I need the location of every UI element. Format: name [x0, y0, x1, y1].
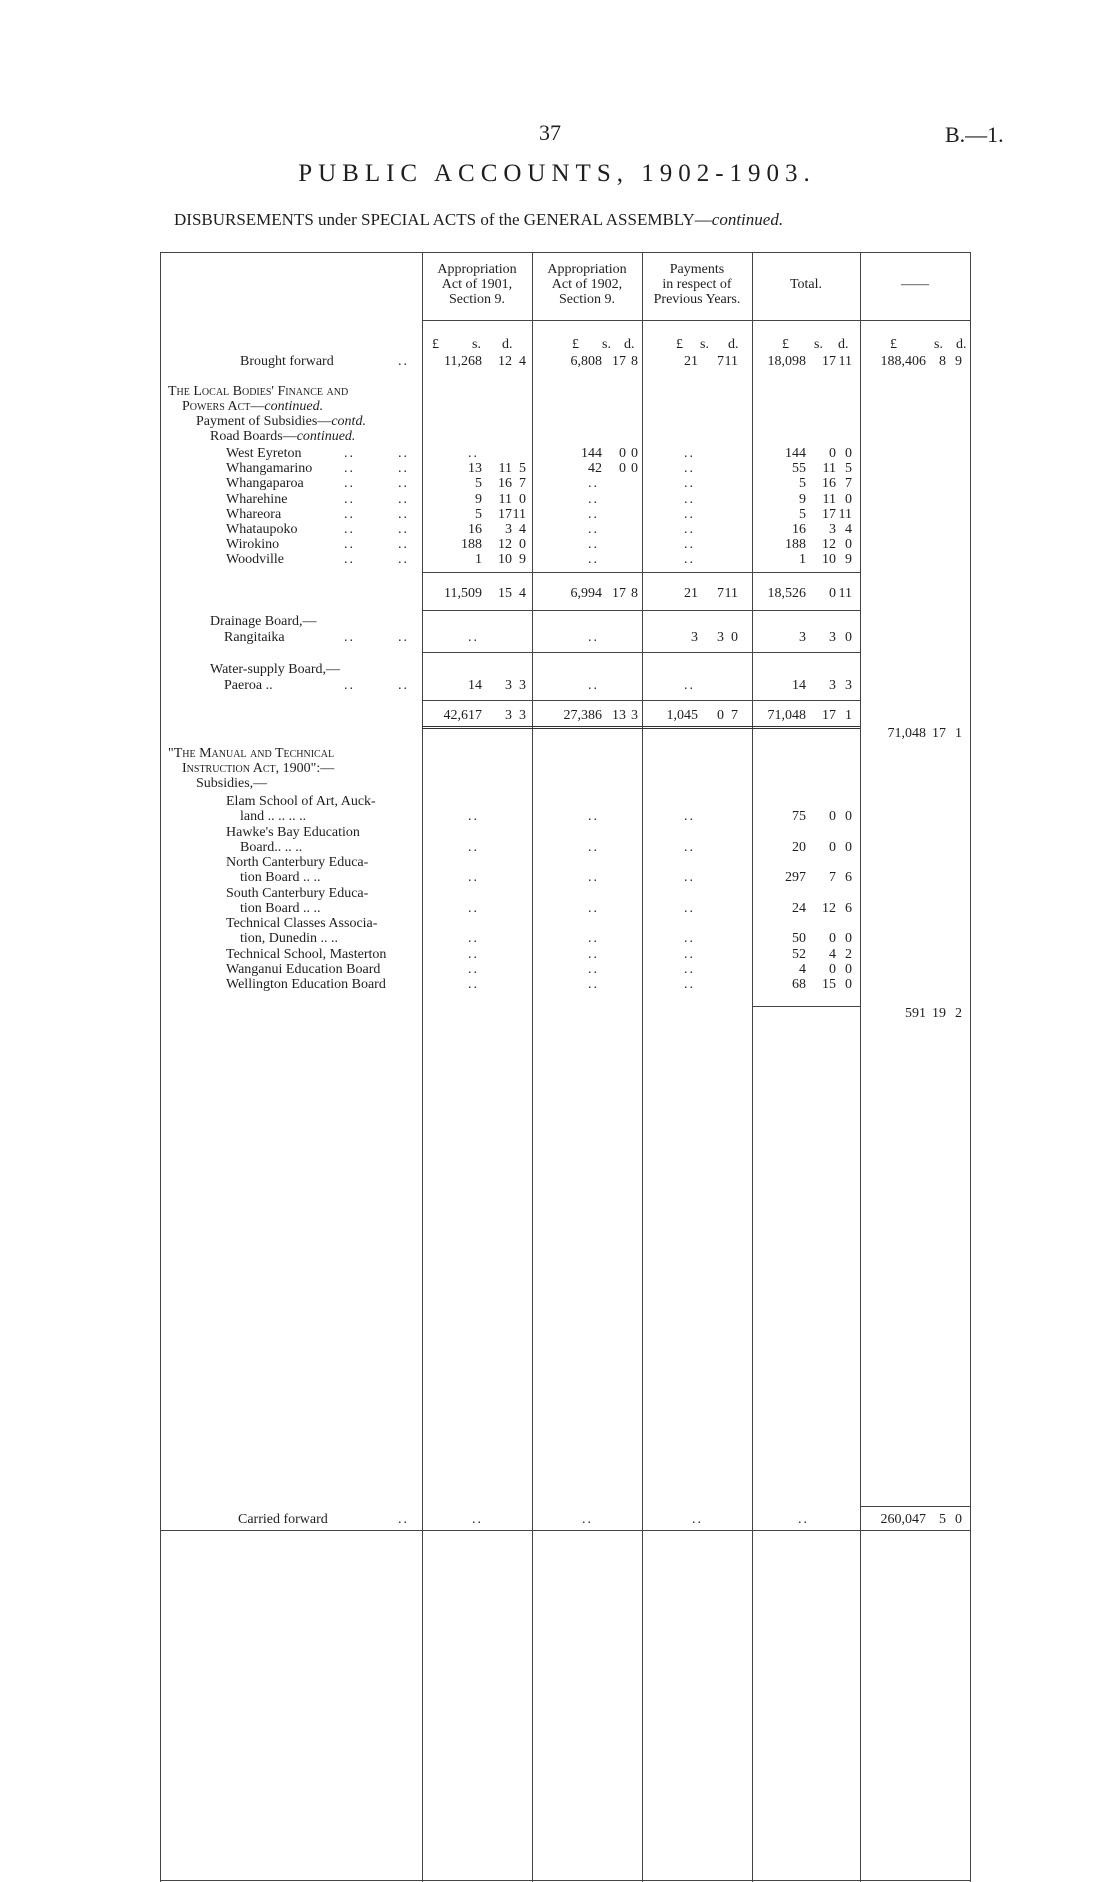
shillings-sign: s. — [700, 337, 709, 352]
subtitle-main: DISBURSEMENTS under SPECIAL ACTS of the GENERAL ASSEMBLY— — [174, 210, 712, 229]
manual-row-c3-empty: .. — [684, 839, 695, 855]
col3-line1: Payments — [669, 262, 725, 277]
leader-dots: .. — [344, 522, 355, 537]
local-bodies-total-c4-pence: 1 — [845, 708, 852, 723]
local-bodies-total-c3-shillings: 0 — [717, 708, 724, 723]
local-bodies-total-c1-pounds: 42,617 — [443, 708, 482, 723]
leader-dots: .. — [398, 1512, 409, 1527]
road-row-c3-empty: .. — [684, 461, 695, 477]
manual-row-c3-empty: .. — [684, 870, 695, 885]
road-row-c1-pence: 0 — [519, 491, 526, 507]
manual-row-c4-shillings: 4 — [829, 946, 836, 962]
manual-row-c4-pence: 6 — [845, 900, 852, 916]
manual-row-c1-empty: .. — [468, 946, 479, 962]
col1-line2: Act of 1901, — [441, 277, 513, 292]
local-bodies-heading — [168, 384, 366, 444]
manual-subsidies: Subsidies,— — [196, 776, 268, 791]
col5-rule — [860, 252, 861, 1882]
manual-row-c1-empty: .. — [468, 870, 479, 885]
road-board-name: Wharehine — [226, 491, 288, 507]
col-header-1902 — [532, 262, 642, 307]
manual-row-c3-empty: .. — [684, 976, 695, 992]
road-row-c1-pence: 5 — [519, 461, 526, 477]
local-bodies-heading-line1: The Local Bodies' Finance and — [168, 384, 349, 399]
manual-row-c4-pounds: 75 — [792, 809, 806, 824]
manual-row-c4-pence: 2 — [845, 946, 852, 962]
subtotal-c4-pence: 11 — [838, 586, 852, 601]
local-bodies-carry-shillings: 17 — [932, 726, 946, 741]
heading2-text: Powers Act— — [182, 399, 265, 414]
manual-row-name: South Canterbury Educa- — [226, 885, 369, 901]
road-row-c1-shillings: 17 — [498, 506, 512, 522]
drainage-c1-empty: .. — [468, 630, 479, 645]
leader-dots: .. — [398, 476, 409, 492]
carried-forward-label: Carried forward — [238, 1512, 328, 1527]
carried-forward-total-pence: 0 — [955, 1512, 962, 1527]
water-c4-pounds: 14 — [792, 678, 806, 693]
pence-sign: d. — [728, 337, 739, 352]
road-row-c4-pounds: 5 — [799, 476, 806, 492]
road-row-c1-shillings: 16 — [498, 476, 512, 492]
road-row-c1-pence: 0 — [519, 537, 526, 553]
brought-forward-c2-pence: 8 — [631, 354, 638, 369]
manual-carry-pounds: 591 — [905, 1006, 926, 1021]
manual-row-c3-empty: .. — [684, 946, 695, 962]
manual-row-c4-pounds: 52 — [792, 946, 806, 962]
pence-sign: d. — [838, 337, 849, 352]
manual-row-c4-pounds: 68 — [792, 976, 806, 992]
leader-dots: .. — [472, 1512, 483, 1527]
leader-dots: .. — [398, 537, 409, 553]
leader-dots: .. — [798, 1512, 809, 1527]
pence-sign: d. — [502, 337, 513, 352]
table-left-rule — [160, 252, 161, 1882]
local-bodies-heading-line2 — [168, 399, 366, 414]
road-row-c2-pounds: 144 — [581, 446, 602, 461]
manual-row-name: Technical Classes Associa- — [226, 916, 378, 931]
subtotal-c4-shillings: 0 — [829, 586, 836, 601]
road-row-c1-pounds: 188 — [461, 537, 482, 553]
water-rule — [422, 700, 860, 701]
road-row-c1-pence: 11 — [512, 506, 526, 522]
total-double-rule — [422, 726, 860, 729]
road-row-c4-pence: 9 — [845, 552, 852, 568]
leader-dots: .. — [344, 678, 355, 693]
pence-sign: d. — [624, 337, 635, 352]
road-row-c3-empty: .. — [684, 552, 695, 568]
road-row-c1-pounds: 13 — [468, 461, 482, 477]
manual-heading-line1: "The Manual and Technical — [168, 746, 335, 761]
manual-row-c2-empty: .. — [588, 809, 599, 824]
leader-dots: .. — [398, 630, 409, 645]
brought-forward-c1-shillings: 12 — [498, 354, 512, 369]
brought-forward-c3-pence: 11 — [724, 354, 738, 369]
water-label: Water-supply Board,— — [210, 662, 341, 677]
heading2-italic: continued. — [264, 399, 324, 414]
road-row-c2-pence: 0 — [631, 446, 638, 461]
road-row-c2-pence: 0 — [631, 461, 638, 477]
shillings-sign: s. — [602, 337, 611, 352]
road-row-c2-empty: .. — [588, 506, 599, 522]
brought-forward-c1-pence: 4 — [519, 354, 526, 369]
leader-dots: .. — [344, 630, 355, 645]
brought-forward-c4-pence: 11 — [838, 354, 852, 369]
subtotal-c1-pence: 4 — [519, 586, 526, 601]
road-row-c1-pounds: 5 — [475, 506, 482, 522]
local-bodies-total-c2-pounds: 27,386 — [563, 708, 602, 723]
manual-row-c4-pounds: 20 — [792, 839, 806, 855]
page-number: 37 — [539, 120, 561, 145]
col2-line3: Section 9. — [559, 292, 615, 307]
carried-bottom-rule — [160, 1530, 970, 1531]
col-header-total: Total. — [789, 277, 823, 292]
manual-row-c2-empty: .. — [588, 839, 599, 855]
local-bodies-total-c4-pounds: 71,048 — [767, 708, 806, 723]
local-bodies-total-c4-shillings: 17 — [822, 708, 836, 723]
manual-row-c3-empty: .. — [684, 809, 695, 824]
manual-row-c1-empty: .. — [468, 900, 479, 916]
road-row-c4-pounds: 5 — [799, 506, 806, 522]
road-row-c3-empty: .. — [684, 491, 695, 507]
water-c1-shillings: 3 — [505, 678, 512, 693]
road-row-c4-pounds: 55 — [792, 461, 806, 477]
manual-row-c4-shillings: 0 — [829, 839, 836, 855]
manual-row-c4-pounds: 24 — [792, 900, 806, 916]
manual-row-c4-pounds: 297 — [785, 870, 806, 885]
manual-row-c2-empty: .. — [588, 946, 599, 962]
payment-of-subsidies — [168, 414, 366, 429]
subtotal-c2-shillings: 17 — [612, 586, 626, 601]
road-row-c4-pounds: 1 — [799, 552, 806, 568]
brought-forward-c5-pounds: 188,406 — [880, 354, 926, 369]
road-row-c2-empty: .. — [588, 476, 599, 492]
road-row-c4-shillings: 17 — [822, 506, 836, 522]
road-board-name: Whangaparoa — [226, 476, 304, 492]
manual-carry-shillings: 19 — [932, 1006, 946, 1021]
carried-forward-total-shillings: 5 — [939, 1512, 946, 1527]
manual-row-c4-shillings: 0 — [829, 931, 836, 946]
road-row-c1-pounds: 9 — [475, 491, 482, 507]
page-reference: B.—1. — [945, 122, 1004, 147]
leader-dots: .. — [344, 491, 355, 507]
road-row-c2-empty: .. — [588, 537, 599, 553]
drainage-c3-pence: 0 — [731, 630, 738, 645]
col-header-1901 — [422, 262, 532, 307]
road-row-c4-shillings: 11 — [822, 491, 836, 507]
road-row-c4-pence: 11 — [838, 506, 852, 522]
leader-dots: .. — [398, 354, 409, 369]
manual-row-c4-shillings: 15 — [822, 976, 836, 992]
subtotal-c3-pounds: 21 — [684, 586, 698, 601]
road-row-c1-shillings: 10 — [498, 552, 512, 568]
road-row-c3-empty: .. — [684, 537, 695, 553]
manual-row-c4-pence: 0 — [845, 809, 852, 824]
road-row-c1-pence: 9 — [519, 552, 526, 568]
col3-line2: in respect of — [662, 277, 732, 292]
road-row-c3-empty: .. — [684, 476, 695, 492]
subtotal-c3-pence: 11 — [724, 586, 738, 601]
col-header-previous — [642, 262, 752, 307]
manual-row-c3-empty: .. — [684, 961, 695, 977]
drainage-c4-pence: 0 — [845, 630, 852, 645]
subtitle-italic: continued. — [711, 210, 784, 229]
road-row-c4-pence: 5 — [845, 461, 852, 477]
manual-row-c1-empty: .. — [468, 976, 479, 992]
carried-forward-total-pounds: 260,047 — [880, 1512, 926, 1527]
manual-row-c2-empty: .. — [588, 870, 599, 885]
road-row-c2-pounds: 42 — [588, 461, 602, 477]
road-row-c4-pence: 0 — [845, 446, 852, 461]
manual-row-c2-empty: .. — [588, 976, 599, 992]
shillings-sign: s. — [472, 337, 481, 352]
manual-row-name-cont: tion Board .. .. — [240, 900, 321, 916]
road-row-c2-empty: .. — [588, 552, 599, 568]
road-row-c1-empty: .. — [468, 446, 479, 461]
road-row-c1-pounds: 16 — [468, 522, 482, 537]
road-boards-heading — [168, 429, 366, 444]
page-subtitle — [174, 210, 783, 230]
local-bodies-total-c1-pence: 3 — [519, 708, 526, 723]
leader-dots: .. — [344, 537, 355, 553]
header-rule — [422, 320, 970, 321]
col1-line3: Section 9. — [449, 292, 505, 307]
manual-row-name-cont: Board.. .. .. — [240, 839, 303, 855]
manual-row-name: Technical School, Masterton — [226, 946, 387, 962]
table-bottom-rule — [160, 1880, 970, 1881]
carried-rule — [860, 1506, 970, 1507]
subtotal-c2-pence: 8 — [631, 586, 638, 601]
road-row-c1-shillings: 11 — [498, 491, 512, 507]
local-bodies-total-c2-pence: 3 — [631, 708, 638, 723]
manual-heading — [168, 746, 334, 791]
drainage-label: Drainage Board,— — [210, 614, 317, 629]
road-row-c1-pence: 4 — [519, 522, 526, 537]
subtotal-c2-pounds: 6,994 — [570, 586, 602, 601]
drainage-c4-shillings: 3 — [829, 630, 836, 645]
drainage-rule — [422, 652, 860, 653]
road-board-name: Whataupoko — [226, 522, 298, 537]
leader-dots: .. — [692, 1512, 703, 1527]
manual-row-c1-empty: .. — [468, 961, 479, 977]
manual-row-c2-empty: .. — [588, 931, 599, 946]
shillings-sign: s. — [934, 337, 943, 352]
local-bodies-total-c1-shillings: 3 — [505, 708, 512, 723]
drainage-c4-pounds: 3 — [799, 630, 806, 645]
manual-row-c4-pence: 0 — [845, 961, 852, 977]
water-c2-empty: .. — [588, 678, 599, 693]
road-board-name: Woodville — [226, 552, 284, 568]
col2-line1: Appropriation — [547, 262, 627, 277]
road-row-c2-shillings: 0 — [619, 461, 626, 477]
table-right-rule — [970, 252, 971, 1882]
road-row-c4-pounds: 188 — [785, 537, 806, 553]
sub2-italic: continued. — [296, 429, 356, 444]
leader-dots: .. — [344, 552, 355, 568]
manual-total-rule — [752, 1006, 860, 1007]
manual-row-c3-empty: .. — [684, 931, 695, 946]
local-bodies-carry-pounds: 71,048 — [887, 726, 926, 741]
leader-dots: .. — [398, 506, 409, 522]
leader-dots: .. — [398, 461, 409, 477]
brought-forward-c5-shillings: 8 — [939, 354, 946, 369]
road-row-c1-pounds: 1 — [475, 552, 482, 568]
road-row-c4-pounds: 16 — [792, 522, 806, 537]
leader-dots: .. — [398, 552, 409, 568]
road-row-c3-empty: .. — [684, 446, 695, 461]
road-row-c4-pence: 4 — [845, 522, 852, 537]
manual-row-name: Wanganui Education Board — [226, 961, 381, 977]
road-board-name: Whareora — [226, 506, 282, 522]
drainage-c3-pounds: 3 — [691, 630, 698, 645]
manual-row-name-cont: tion, Dunedin .. .. — [240, 931, 338, 946]
subtotal-bottom-rule — [422, 610, 860, 611]
shillings-sign: s. — [814, 337, 823, 352]
manual-row-c1-empty: .. — [468, 809, 479, 824]
drainage-c3-shillings: 3 — [717, 630, 724, 645]
road-row-c4-pounds: 9 — [799, 491, 806, 507]
leader-dots: .. — [398, 491, 409, 507]
manual-row-c4-shillings: 7 — [829, 870, 836, 885]
road-board-name: Wirokino — [226, 537, 280, 553]
road-row-c4-pounds: 144 — [785, 446, 806, 461]
brought-forward-c2-pounds: 6,808 — [570, 354, 602, 369]
subtotal-c1-pounds: 11,509 — [444, 586, 482, 601]
road-row-c4-pence: 7 — [845, 476, 852, 492]
manual-row-c4-pence: 6 — [845, 870, 852, 885]
road-row-c4-shillings: 0 — [829, 446, 836, 461]
subtotal-c1-shillings: 15 — [498, 586, 512, 601]
road-row-c3-empty: .. — [684, 506, 695, 522]
manual-row-c4-pence: 0 — [845, 976, 852, 992]
drainage-c2-empty: .. — [588, 630, 599, 645]
leader-dots: .. — [398, 446, 409, 461]
leader-dots: .. — [344, 461, 355, 477]
manual-row-c4-pence: 0 — [845, 839, 852, 855]
road-row-c1-pence: 7 — [519, 476, 526, 492]
pound-sign: £ — [676, 337, 683, 352]
manual-row-name: North Canterbury Educa- — [226, 855, 369, 870]
water-name: Paeroa .. — [224, 678, 273, 693]
col1-line1: Appropriation — [437, 262, 517, 277]
brought-forward-c5-pence: 9 — [955, 354, 962, 369]
road-row-c1-shillings: 11 — [498, 461, 512, 477]
water-c4-pence: 3 — [845, 678, 852, 693]
brought-forward-c4-shillings: 17 — [822, 354, 836, 369]
leader-dots: .. — [398, 678, 409, 693]
road-board-name: Whangamarino — [226, 461, 313, 477]
road-row-c2-empty: .. — [588, 522, 599, 537]
table-top-rule — [160, 252, 970, 253]
water-c3-empty: .. — [684, 678, 695, 693]
pence-sign: d. — [956, 337, 967, 352]
drainage-name: Rangitaika — [224, 630, 285, 645]
road-board-name: West Eyreton — [226, 446, 302, 461]
road-row-c1-shillings: 12 — [498, 537, 512, 553]
manual-row-c4-pence: 0 — [845, 931, 852, 946]
subtotal-c4-pounds: 18,526 — [767, 586, 806, 601]
subtotal-c3-shillings: 7 — [717, 586, 724, 601]
brought-forward-c4-pounds: 18,098 — [767, 354, 806, 369]
local-bodies-total-c3-pounds: 1,045 — [666, 708, 698, 723]
leader-dots: .. — [344, 476, 355, 492]
sub1-italic: contd. — [331, 414, 366, 429]
col2-rule — [532, 252, 533, 1882]
road-row-c3-empty: .. — [684, 522, 695, 537]
manual-row-c1-empty: .. — [468, 839, 479, 855]
local-bodies-total-c3-pence: 7 — [731, 708, 738, 723]
manual-row-c4-pounds: 50 — [792, 931, 806, 946]
pound-sign: £ — [572, 337, 579, 352]
brought-forward-c1-pounds: 11,268 — [444, 354, 482, 369]
road-row-c4-shillings: 3 — [829, 522, 836, 537]
manual-row-name: Wellington Education Board — [226, 976, 386, 992]
water-c1-pence: 3 — [519, 678, 526, 693]
brought-forward-c3-pounds: 21 — [684, 354, 698, 369]
manual-row-c4-shillings: 0 — [829, 809, 836, 824]
brought-forward-c3-shillings: 7 — [717, 354, 724, 369]
subtotal-rule — [422, 572, 860, 573]
pound-sign: £ — [782, 337, 789, 352]
local-bodies-total-c2-shillings: 13 — [612, 708, 626, 723]
road-row-c4-pence: 0 — [845, 491, 852, 507]
manual-row-c1-empty: .. — [468, 931, 479, 946]
page-title: PUBLIC ACCOUNTS, 1902-1903. — [298, 160, 816, 187]
pound-sign: £ — [890, 337, 897, 352]
leader-dots: .. — [582, 1512, 593, 1527]
road-row-c2-empty: .. — [588, 491, 599, 507]
sub2-text: Road Boards— — [210, 429, 297, 444]
road-row-c4-shillings: 10 — [822, 552, 836, 568]
manual-carry-pence: 2 — [955, 1006, 962, 1021]
water-c1-pounds: 14 — [468, 678, 482, 693]
road-row-c2-shillings: 0 — [619, 446, 626, 461]
road-row-c4-pence: 0 — [845, 537, 852, 553]
road-row-c1-shillings: 3 — [505, 522, 512, 537]
leader-dots: .. — [398, 522, 409, 537]
road-row-c4-shillings: 12 — [822, 537, 836, 553]
manual-row-c4-shillings: 0 — [829, 961, 836, 977]
sub1-text: Payment of Subsidies— — [196, 414, 332, 429]
pound-sign: £ — [432, 337, 439, 352]
manual-row-c4-pounds: 4 — [799, 961, 806, 977]
leader-dots: .. — [344, 446, 355, 461]
manual-row-c2-empty: .. — [588, 961, 599, 977]
water-c4-shillings: 3 — [829, 678, 836, 693]
col2-line2: Act of 1902, — [551, 277, 623, 292]
manual-row-name-cont: land .. .. .. .. — [240, 809, 307, 824]
road-row-c4-shillings: 11 — [822, 461, 836, 477]
col3-line3: Previous Years. — [653, 292, 741, 307]
manual-row-c4-shillings: 12 — [822, 900, 836, 916]
road-row-c1-pounds: 5 — [475, 476, 482, 492]
manual-row-name: Elam School of Art, Auck- — [226, 794, 376, 809]
brought-forward-c2-shillings: 17 — [612, 354, 626, 369]
local-bodies-carry-pence: 1 — [955, 726, 962, 741]
brought-forward-label: Brought forward — [240, 354, 334, 369]
manual-row-name: Hawke's Bay Education — [226, 824, 360, 840]
manual-heading-line2: Instruction Act, 1900":— — [182, 761, 335, 776]
col3-rule — [642, 252, 643, 1882]
manual-row-c3-empty: .. — [684, 900, 695, 916]
col-header-dash: —— — [901, 277, 929, 292]
leader-dots: .. — [344, 506, 355, 522]
road-row-c4-shillings: 16 — [822, 476, 836, 492]
manual-row-name-cont: tion Board .. .. — [240, 870, 321, 885]
manual-row-c2-empty: .. — [588, 900, 599, 916]
